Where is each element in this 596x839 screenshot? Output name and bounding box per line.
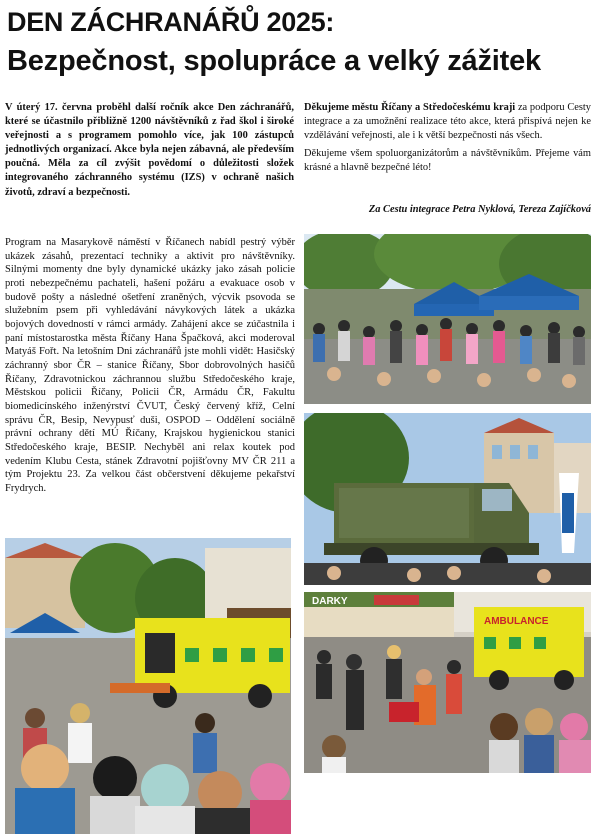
body-column xyxy=(5,236,295,495)
photo-rescue-demo xyxy=(304,592,591,773)
thanks-paragraph-1-rest: za podporu Cesty integrace a za umožnění realizace této akce, která přispívá nejen ke vzdělávání veřejnosti, ale i k větší bezpečnosti nás všech. xyxy=(304,102,591,142)
shop-sign-text: DARKY xyxy=(312,596,348,607)
intro-paragraph: V úterý 17. června proběhl další ročník akce Den záchranářů, které se účastnilo přibližně 1200 návštěvníků z řad škol i široké veřejnosti a s programem pomohlo více, jak 100 zástupců jednotlivých organizací. Akce byla nejen zábavná, ale především poučná. Měla za cíl zvýšit povědomí o důležitosti složek integrovaného záchranného systému (IZS) v ochraně našich životů, zdraví a bezpečnosti. xyxy=(5,102,294,198)
body-paragraph: Program na Masarykově náměstí v Říčanech nabídl pestrý výběr ukázek zásahů, prezentací techniky a aktivit pro návštěvníky. Silnými momenty dne byly dynamické ukázky jako zásah policie proti nebezpečnému pachateli, hašení požáru a evakuace osob v budově pošty a následné ošetření zraněných, výcvik psovoda se služebním psem při vyhledávání návykových látek a ukázka bojových dovedností v rámci armády. Zahájení akce se zúčastnila i paní místostarostka města Říčany Hana Špačková, akci moderoval Matyáš Fořt. Na letošním Dni záchranářů jste mohli vidět: Hasičský záchranný sbor ČR – stanice Říčany, Sbor dobrovolných hasičů Říčany, Zdravotnickou záchrannou službu Středočeského kraje, Městskou policii Říčany, Policii ČR, Armádu ČR, Fakultu biomedicínského inženýrství ČVUT, Český červený kříž, Celní správu ČR, Besip, Nevypusť duši, OSPOD – Oddělení sociálně právní ochrany dětí MÚ Říčany, Krajskou hygienickou stanici Středočeského kraje, BESIP. Nechyběl ani relax koutek pod vedením Klubu Cesta, stánek Zdravotní pojišťovny MV ČR 211 a tým Projektu 23. Za velkou část občerstvení děkujeme pekařství Frydrych. xyxy=(5,237,295,494)
ambulance-sign-text: AMBULANCE xyxy=(484,616,549,627)
thanks-paragraph-2: Děkujeme všem spoluorganizátorům a návštěvníkům. Přejeme vám krásné a hlavně bezpečné léto! xyxy=(304,148,591,174)
photo-ambulance-children xyxy=(5,538,291,834)
article-title xyxy=(7,4,592,80)
thanks-paragraph-1 xyxy=(304,101,591,143)
title-line-1: DEN ZÁCHRANÁŘŮ 2025: xyxy=(7,7,335,37)
title-line-2: Bezpečnost, spolupráce a velký zážitek xyxy=(7,45,541,77)
author-signature: Za Cestu integrace Petra Nyklová, Tereza Zajíčková xyxy=(368,204,591,215)
thanks-column xyxy=(304,101,591,175)
photo-tents-crowd xyxy=(304,234,591,404)
thanks-bold-lead: Děkujeme městu Říčany a Středočeskému kraji xyxy=(304,102,516,113)
photo-military-truck xyxy=(304,413,591,585)
intro-column xyxy=(5,101,294,200)
